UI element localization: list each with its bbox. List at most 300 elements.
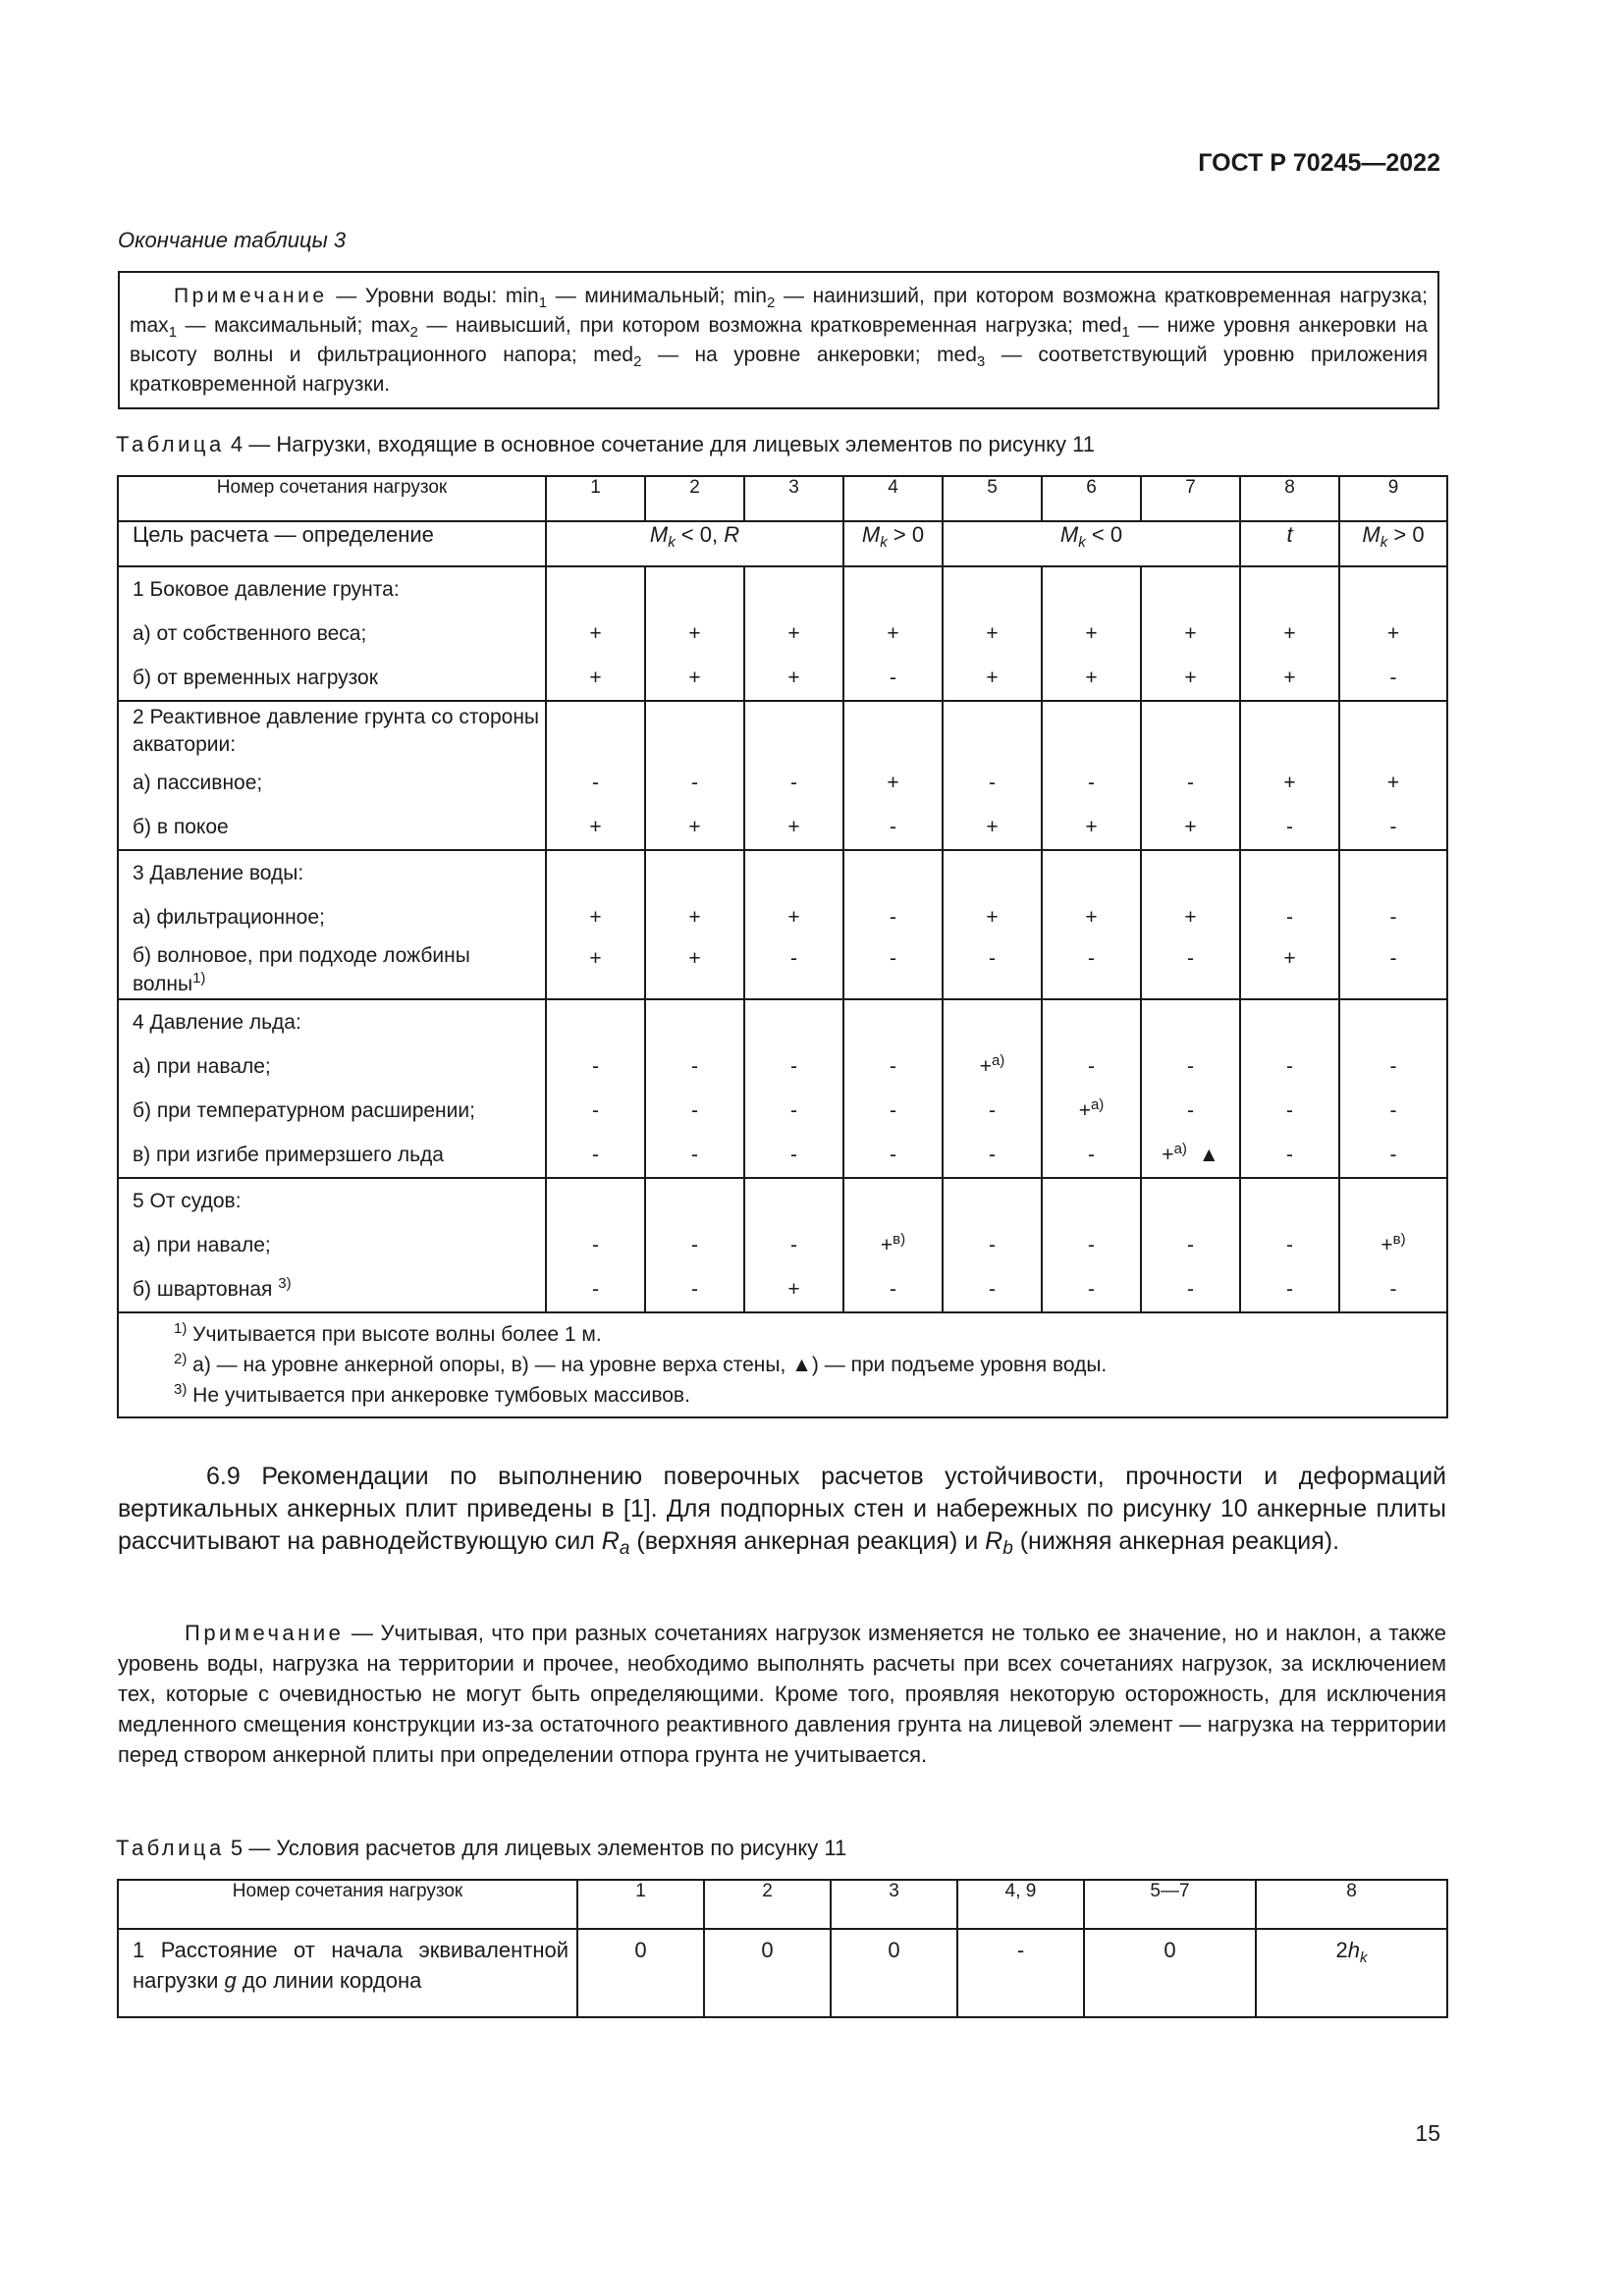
value-column-cell <box>645 701 744 850</box>
value-column-cell <box>1042 566 1141 701</box>
cell-value: - <box>1389 906 1397 929</box>
value-column-cell <box>546 850 645 999</box>
table4-cell <box>844 1089 942 1133</box>
table4-cell <box>1043 1089 1140 1133</box>
cell-value: - <box>1088 1144 1095 1166</box>
value-column-cell <box>943 999 1042 1178</box>
cell-value: + <box>688 667 701 689</box>
cell-value: - <box>890 1144 896 1166</box>
title-spacer <box>646 1179 743 1223</box>
row-label-text: б) швартовная <box>133 1278 279 1301</box>
cell-value: - <box>989 1278 996 1301</box>
value-column-cell <box>1042 1178 1141 1312</box>
goal-cell: $M_k > 0$ <box>843 521 943 566</box>
row-label-text: а) пассивное; <box>133 772 263 794</box>
cell-value: - <box>1389 1099 1397 1122</box>
cell-value: + <box>688 816 701 838</box>
cell-value: + <box>589 906 602 929</box>
table4-col-header: 8 <box>1240 476 1339 521</box>
cell-value: + <box>986 816 999 838</box>
cell-value: - <box>1088 1055 1095 1078</box>
row-label <box>133 939 545 998</box>
cell-value: - <box>592 1144 599 1166</box>
cell-value: - <box>1286 816 1293 838</box>
table5-cell: 0 <box>577 1929 704 2017</box>
table4-header-label: Номер сочетания нагрузок <box>118 476 546 521</box>
cell-value: - <box>1389 667 1397 689</box>
table4-cell <box>1142 656 1239 700</box>
cell-value: + <box>688 906 701 929</box>
table4-cell <box>547 1044 644 1089</box>
title-spacer <box>1241 702 1338 761</box>
table5-col-header: 1 <box>577 1880 704 1929</box>
row-label <box>133 1223 545 1267</box>
table4-cell <box>745 895 842 939</box>
title-spacer <box>1043 1000 1140 1044</box>
table4-cell <box>844 1133 942 1177</box>
table4-cell <box>547 805 644 849</box>
cell-value: - <box>790 772 797 794</box>
title-spacer <box>1340 1179 1446 1223</box>
table4-col-header: 4 <box>843 476 943 521</box>
triangle-icon: ▲ <box>1198 1144 1219 1166</box>
value-column-cell <box>1339 566 1447 701</box>
table4-cell <box>944 1267 1041 1311</box>
table4-group <box>118 566 1447 701</box>
title-spacer <box>844 1179 942 1223</box>
cell-value: - <box>1187 772 1194 794</box>
title-spacer <box>844 567 942 612</box>
table4-cell <box>1142 1223 1239 1267</box>
cell-value: - <box>890 947 896 970</box>
table4-cell <box>547 612 644 656</box>
table4-cell <box>844 805 942 849</box>
cell-value: + <box>1184 667 1197 689</box>
value-column-cell <box>744 701 843 850</box>
table4-cell <box>1043 1223 1140 1267</box>
table4-col-header: 2 <box>645 476 744 521</box>
footnote <box>174 1350 1446 1380</box>
table5-cell: $2h_k$ <box>1256 1929 1447 2017</box>
cell-value: + <box>887 772 899 794</box>
cell-value: - <box>989 1234 996 1256</box>
cell-value: + <box>688 947 701 970</box>
table4-cell <box>1241 1044 1338 1089</box>
footnote-text: а) — на уровне анкерной опоры, в) — на уровне верха стены, ▲) — при подъеме уровня воды. <box>187 1354 1108 1376</box>
value-column-cell <box>1141 999 1240 1178</box>
table4-cell <box>1142 939 1239 998</box>
cell-value: + <box>787 816 800 838</box>
table5-header-row <box>118 1880 1447 1929</box>
table4-cell <box>1340 895 1446 939</box>
cell-value: - <box>1187 1055 1194 1078</box>
cell-value: + <box>986 667 999 689</box>
row-label <box>133 1133 545 1177</box>
cell-value: + <box>1283 622 1296 645</box>
title-spacer <box>1043 702 1140 761</box>
cell-footnote-ref: в) <box>1392 1231 1406 1248</box>
row-label <box>133 612 545 656</box>
table4-cell <box>1241 1223 1338 1267</box>
cell-value: - <box>1187 1278 1194 1301</box>
table4-cell <box>1142 1044 1239 1089</box>
title-spacer <box>844 702 942 761</box>
cell-value: - <box>592 1099 599 1122</box>
cell-value: + <box>1085 622 1098 645</box>
table5-col-header: 3 <box>831 1880 957 1929</box>
table5-cell: 0 <box>1084 1929 1256 2017</box>
cell-value: + <box>1078 1099 1091 1122</box>
table4-cell <box>1043 612 1140 656</box>
table4-cell <box>646 1223 743 1267</box>
table4-cell <box>745 1044 842 1089</box>
cell-value: - <box>592 1234 599 1256</box>
value-column-cell <box>843 850 943 999</box>
table4-col-header: 7 <box>1141 476 1240 521</box>
group-label-cell <box>118 566 546 701</box>
cell-value: - <box>790 947 797 970</box>
table4-cell <box>844 1223 942 1267</box>
title-spacer <box>1142 1179 1239 1223</box>
footnote-text: Не учитывается при анкеровке тумбовых массивов. <box>187 1384 690 1407</box>
value-column-cell <box>744 999 843 1178</box>
table5-col-header: 4, 9 <box>957 1880 1084 1929</box>
title-spacer <box>646 702 743 761</box>
table4-cell <box>646 656 743 700</box>
cell-value: + <box>986 906 999 929</box>
cell-value: + <box>1380 1234 1393 1256</box>
page-number: 15 <box>1415 2120 1440 2146</box>
value-column-cell <box>1042 850 1141 999</box>
value-column-cell <box>1339 999 1447 1178</box>
cell-value: + <box>887 622 899 645</box>
table4-cell <box>646 1044 743 1089</box>
table4-cell <box>1043 1133 1140 1177</box>
title-spacer <box>1043 851 1140 895</box>
row-label-text: б) при температурном расширении; <box>133 1099 475 1122</box>
table5-cell: 0 <box>831 1929 957 2017</box>
value-column-cell <box>546 999 645 1178</box>
table4-cell <box>1142 805 1239 849</box>
group-title: 1 Боковое давление грунта: <box>133 578 400 601</box>
title-spacer <box>745 702 842 761</box>
group-title: 3 Давление воды: <box>133 862 304 884</box>
cell-value: + <box>787 906 800 929</box>
title-spacer <box>844 1000 942 1044</box>
title-spacer <box>1340 567 1446 612</box>
cell-value: - <box>890 1099 896 1122</box>
value-column-cell <box>1240 1178 1339 1312</box>
value-column-cell <box>1240 850 1339 999</box>
cell-value: - <box>890 816 896 838</box>
cell-value: + <box>1283 667 1296 689</box>
value-column-cell <box>843 701 943 850</box>
value-column-cell <box>943 850 1042 999</box>
table4-cell <box>745 1133 842 1177</box>
title-spacer <box>1142 851 1239 895</box>
table4-cell <box>944 1089 1041 1133</box>
table4-cell <box>1241 805 1338 849</box>
title-spacer <box>1241 851 1338 895</box>
title-spacer <box>1142 567 1239 612</box>
table5-header-label: Номер сочетания нагрузок <box>118 1880 577 1929</box>
table4-cell <box>1142 1089 1239 1133</box>
table4 <box>117 475 1448 1418</box>
cell-value: + <box>979 1055 992 1078</box>
value-column-cell <box>843 999 943 1178</box>
value-column-cell <box>744 850 843 999</box>
value-column-cell <box>1240 566 1339 701</box>
value-column-cell <box>546 566 645 701</box>
cell-value: - <box>1389 1278 1397 1301</box>
table4-group <box>118 850 1447 999</box>
cell-value: + <box>688 622 701 645</box>
table4-cell <box>646 895 743 939</box>
table4-cell <box>1340 1133 1446 1177</box>
value-column-cell <box>943 701 1042 850</box>
table4-cell <box>1142 1133 1239 1177</box>
cell-value: - <box>790 1055 797 1078</box>
cell-value: + <box>589 667 602 689</box>
row-label <box>133 761 545 805</box>
value-column-cell <box>1141 1178 1240 1312</box>
table4-cell <box>1340 939 1446 998</box>
table4-cell <box>646 761 743 805</box>
table4-cell <box>844 939 942 998</box>
cell-value: - <box>691 1144 698 1166</box>
cell-value: + <box>1283 772 1296 794</box>
cell-value: - <box>1187 1234 1194 1256</box>
note-6-9: Примечание — Учитывая, что при разных сочетаниях нагрузок изменяется не только ее значение, но и наклон, а также уровень воды, нагрузка на территории и прочее, необходимо выполнять расчеты при всех сочетаниях нагрузок, за исключением тех, которые с очевидностью не могут быть определяющими. Кроме того, проявляя некоторую осторожность, для исключения медленного смещения конструкции из-за остаточного реактивного давления грунта на лицевой элемент — нагрузка на территории перед створом анкерной плиты при определении отпора грунта не учитывается. <box>118 1621 1446 1767</box>
value-column-cell <box>1042 701 1141 850</box>
table4-cell <box>1340 1267 1446 1311</box>
table4-cell <box>1142 612 1239 656</box>
table4-group <box>118 1178 1447 1312</box>
table4-cell <box>547 1267 644 1311</box>
table4-cell <box>844 612 942 656</box>
cell-value: - <box>691 772 698 794</box>
table4-cell <box>1043 1267 1140 1311</box>
title-spacer <box>1340 1000 1446 1044</box>
footnote-mark: 2) <box>174 1351 188 1367</box>
title-spacer <box>944 702 1041 761</box>
footnote-mark: 1) <box>174 1320 188 1337</box>
row-label-text: а) фильтрационное; <box>133 906 325 929</box>
cell-value: - <box>1389 816 1397 838</box>
document-id: ГОСТ Р 70245—2022 <box>1198 149 1440 177</box>
table4-cell <box>547 656 644 700</box>
table4-cell <box>1340 1089 1446 1133</box>
table4-cell <box>547 1133 644 1177</box>
table4-col-header: 5 <box>943 476 1042 521</box>
cell-value: - <box>989 1144 996 1166</box>
cell-value: + <box>1085 816 1098 838</box>
table4-cell <box>745 761 842 805</box>
cell-value: - <box>1187 947 1194 970</box>
cell-value: + <box>1184 906 1197 929</box>
cell-value: + <box>1184 816 1197 838</box>
table4-cell <box>745 939 842 998</box>
table4-cell <box>1241 1089 1338 1133</box>
cell-value: + <box>1184 622 1197 645</box>
table4-cell <box>944 939 1041 998</box>
footnote-mark: 3) <box>174 1381 188 1398</box>
table4-cell <box>547 939 644 998</box>
table4-cell <box>547 1089 644 1133</box>
table4-cell <box>547 761 644 805</box>
title-spacer <box>944 1000 1041 1044</box>
table4-cell <box>844 656 942 700</box>
cell-footnote-ref: а) <box>991 1052 1005 1069</box>
table4-cell <box>944 805 1041 849</box>
table4-cell <box>1241 1133 1338 1177</box>
table4-cell <box>547 895 644 939</box>
value-column-cell <box>1042 999 1141 1178</box>
cell-value: + <box>589 622 602 645</box>
table4-cell <box>1340 1044 1446 1089</box>
value-column-cell <box>546 701 645 850</box>
table4-caption: Таблица 4 — Нагрузки, входящие в основное сочетание для лицевых элементов по рисунку 11 <box>116 432 1096 456</box>
table4-cell <box>646 939 743 998</box>
footnote-ref: 3) <box>278 1275 292 1292</box>
table4-cell <box>1043 805 1140 849</box>
cell-value: + <box>986 622 999 645</box>
table4-cell <box>646 805 743 849</box>
row-label <box>133 1089 545 1133</box>
cell-value: + <box>787 1278 800 1301</box>
row-label-text: а) от собственного веса; <box>133 622 367 645</box>
table4-footnotes <box>118 1312 1447 1417</box>
cell-value: - <box>1088 947 1095 970</box>
table5-caption: Таблица 5 — Условия расчетов для лицевых элементов по рисунку 11 <box>116 1836 847 1860</box>
table4-cell <box>1340 1223 1446 1267</box>
cell-value: - <box>1286 1278 1293 1301</box>
cell-value: - <box>691 1278 698 1301</box>
row-label-text: б) волновое, при подходе ложбины волны <box>133 944 470 995</box>
title-spacer <box>944 1179 1041 1223</box>
table4-cell <box>844 895 942 939</box>
cell-value: + <box>589 816 602 838</box>
title-spacer <box>1340 702 1446 761</box>
cell-value: - <box>790 1234 797 1256</box>
table5-col-header: 8 <box>1256 1880 1447 1929</box>
title-spacer <box>745 1000 842 1044</box>
value-column-cell <box>645 1178 744 1312</box>
value-column-cell <box>843 1178 943 1312</box>
table4-cell <box>944 612 1041 656</box>
row-label-text: б) от временных нагрузок <box>133 667 378 689</box>
title-spacer <box>1142 1000 1239 1044</box>
group-label-cell <box>118 701 546 850</box>
group-title: 5 От судов: <box>133 1190 242 1212</box>
cell-value: - <box>890 1278 896 1301</box>
group-title: 2 Реактивное давление грунта со стороны акватории: <box>133 706 540 756</box>
table4-cell <box>1241 656 1338 700</box>
group-label-cell <box>118 1178 546 1312</box>
cell-value: + <box>1386 622 1400 645</box>
table4-goal-row <box>118 521 1447 566</box>
value-column-cell <box>1240 999 1339 1178</box>
cell-value: + <box>1386 772 1400 794</box>
table4-footnotes-row <box>118 1312 1447 1417</box>
title-spacer <box>745 1179 842 1223</box>
table5-cell: 0 <box>704 1929 831 2017</box>
table4-cell <box>1241 761 1338 805</box>
table4-cell <box>944 895 1041 939</box>
title-spacer <box>1241 567 1338 612</box>
table4-cell <box>944 1133 1041 1177</box>
cell-value: - <box>790 1144 797 1166</box>
table4-cell <box>844 1044 942 1089</box>
cell-value: - <box>592 1278 599 1301</box>
table4-cell <box>944 1223 1041 1267</box>
note-label: Примечание <box>174 285 328 307</box>
cell-value: + <box>787 622 800 645</box>
value-column-cell <box>645 999 744 1178</box>
row-label <box>133 805 545 849</box>
cell-value: - <box>890 667 896 689</box>
cell-value: + <box>1085 667 1098 689</box>
table4-header-row <box>118 476 1447 521</box>
title-spacer <box>1340 851 1446 895</box>
group-label-cell <box>118 999 546 1178</box>
table4-cell <box>1043 939 1140 998</box>
cell-value: - <box>1286 1099 1293 1122</box>
cell-value: + <box>1085 906 1098 929</box>
row-label-text: б) в покое <box>133 816 229 838</box>
table5-col-header: 5—7 <box>1084 1880 1256 1929</box>
cell-value: - <box>790 1099 797 1122</box>
title-spacer <box>745 851 842 895</box>
footnote-ref: 1) <box>192 970 206 987</box>
title-spacer <box>944 567 1041 612</box>
table4-cell <box>1241 895 1338 939</box>
title-spacer <box>1043 1179 1140 1223</box>
table5-row-label: 1 Расстояние от начала эквивалентной нагрузки g до линии кордона <box>118 1929 577 2017</box>
table4-cell <box>745 805 842 849</box>
table4-cell <box>547 1223 644 1267</box>
row-label <box>133 656 545 700</box>
value-column-cell <box>1141 850 1240 999</box>
value-column-cell <box>744 566 843 701</box>
value-column-cell <box>1339 1178 1447 1312</box>
table4-cell <box>745 1089 842 1133</box>
title-spacer <box>547 851 644 895</box>
title-spacer <box>944 851 1041 895</box>
cell-value: + <box>589 947 602 970</box>
table4-cell <box>646 1133 743 1177</box>
table4-cell <box>1043 761 1140 805</box>
title-spacer <box>547 1000 644 1044</box>
goal-cell: t <box>1240 521 1339 566</box>
table4-group <box>118 999 1447 1178</box>
cell-footnote-ref: а) <box>1090 1096 1105 1113</box>
cell-value: - <box>1286 906 1293 929</box>
cell-value: - <box>989 772 996 794</box>
cell-value: - <box>691 1055 698 1078</box>
value-column-cell <box>1141 701 1240 850</box>
table3-note: Примечание — Уровни воды: $\min_1$ — минимальный; $\min_2$ — наинизший, при котором возможна кратковременная нагрузка; $\max_1$ — максимальный; $\max_2$ — наивысший, при котором возможна кратковременная нагрузка; med$_1$ — ниже уровня анкеровки на высоту волны и фильтрационного напора; med$_2$ — на уровне анкеровки; med$_3$ — соответствующий уровню приложения кратковременной нагрузки. <box>118 271 1439 409</box>
cell-value: - <box>1389 947 1397 970</box>
table4-cell <box>1043 1044 1140 1089</box>
title-spacer <box>547 702 644 761</box>
cell-footnote-ref: в) <box>893 1231 906 1248</box>
footnote-text: Учитывается при высоте волны более 1 м. <box>187 1323 602 1346</box>
footnote <box>174 1319 1446 1350</box>
table4-col-header: 6 <box>1042 476 1141 521</box>
table4-cell <box>1043 895 1140 939</box>
table4-group <box>118 701 1447 850</box>
